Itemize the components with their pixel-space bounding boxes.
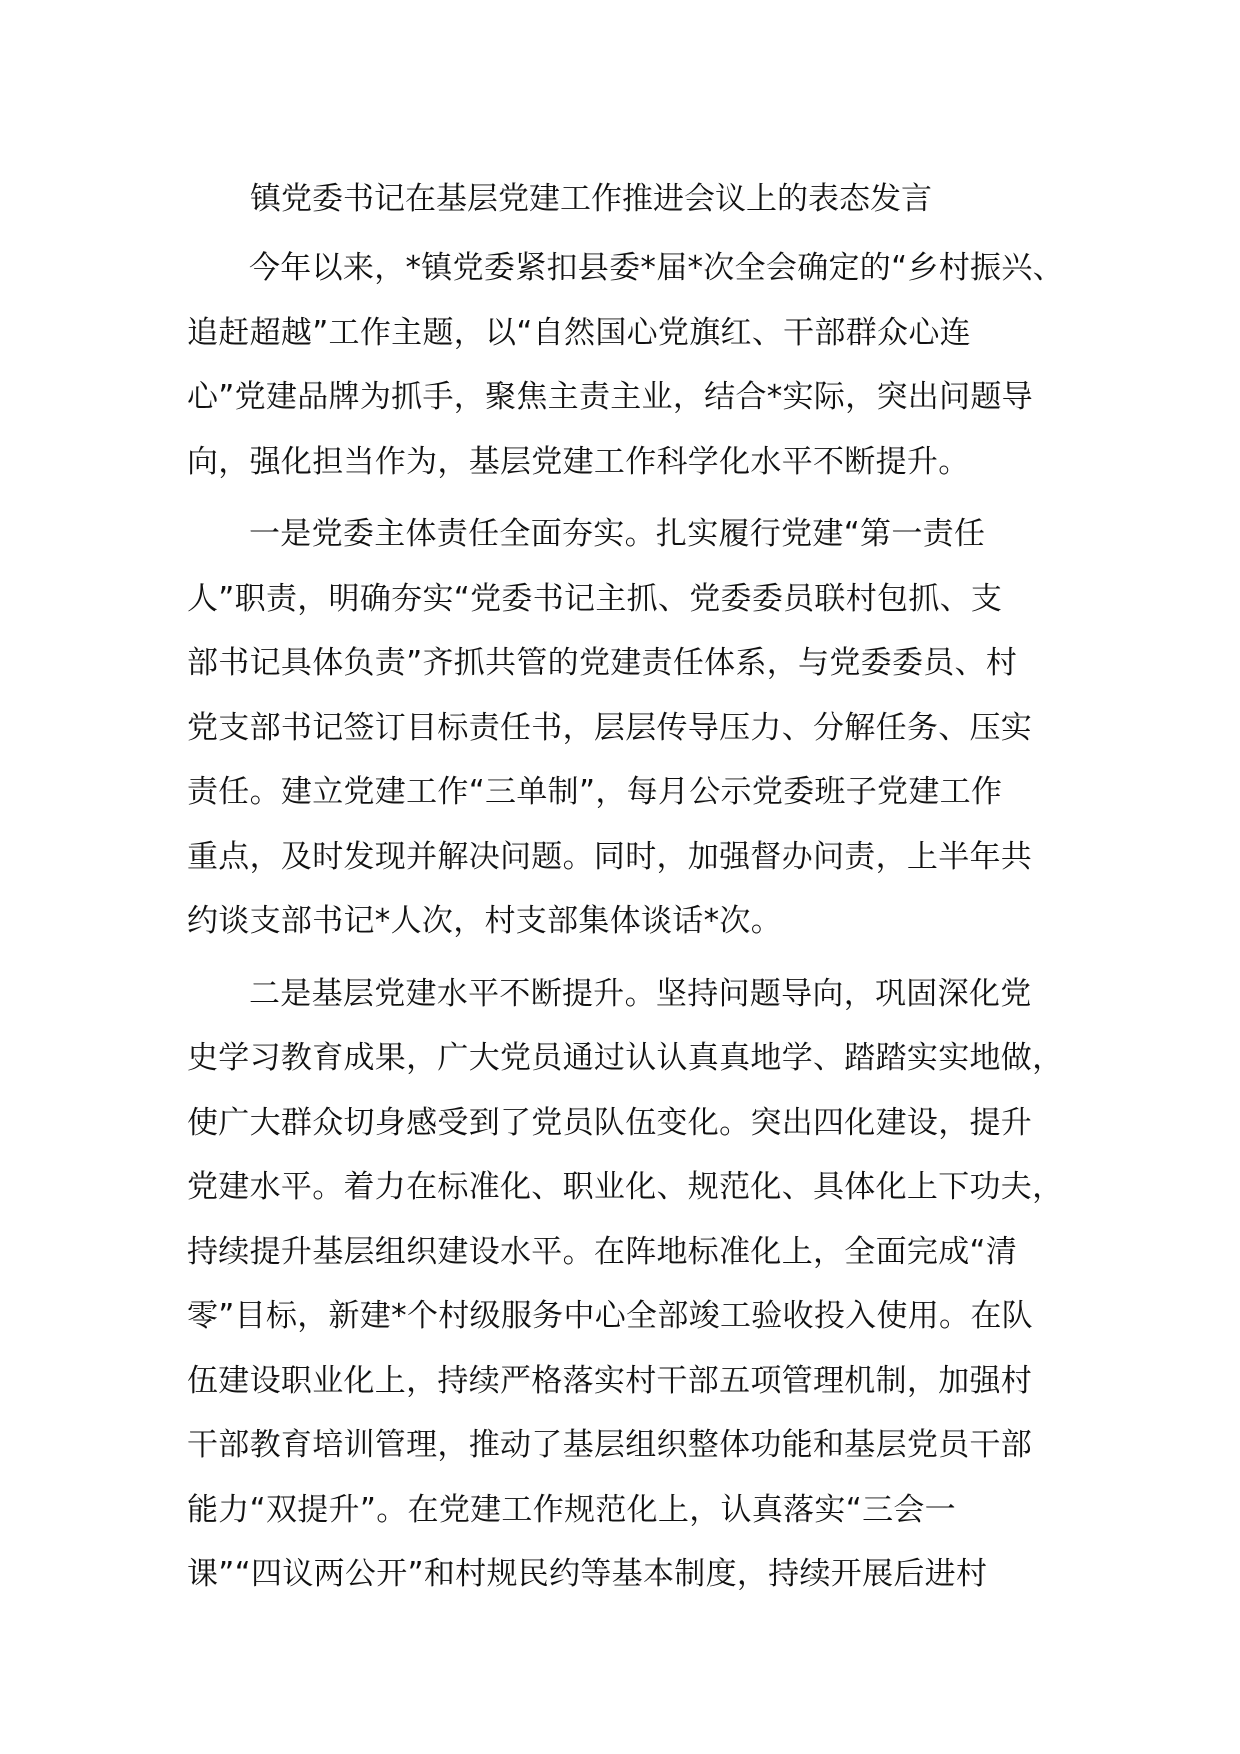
text-line: 党建水平。着力在标准化、职业化、规范化、具体化上下功夫， [187,1169,1064,1205]
text-line: 部书记具体负责”齐抓共管的党建责任体系，与党委委员、村 [187,645,1018,681]
text-line: 课”“四议两公开”和村规民约等基本制度，持续开展后进村 [187,1556,988,1592]
text-line: 人”职责，明确夯实“党委书记主抓、党委委员联村包抓、支 [187,580,1003,617]
text-line: 今年以来，*镇党委紧扣县委*届*次全会确定的“乡村振兴、 [249,250,1064,286]
document-body [187,236,1077,1615]
paragraph-intro [187,236,1077,494]
text-line: 能力“双提升”。在党建工作规范化上，认真落实“三会一 [187,1491,956,1528]
text-line: 伍建设职业化上，持续严格落实村干部五项管理机制，加强村 [187,1362,1033,1399]
text-line: 零”目标，新建*个村级服务中心全部竣工验收投入使用。在队 [187,1298,1033,1334]
text-line: 责任。建立党建工作“三单制”，每月公示党委班子党建工作 [187,774,1003,810]
text-line: 干部教育培训管理，推动了基层组织整体功能和基层党员干部 [187,1427,1033,1463]
paragraph-responsibility [187,502,1077,954]
text-line: 一是党委主体责任全面夯实。扎实履行党建“第一责任 [249,516,986,552]
text-line: 使广大群众切身感受到了党员队伍变化。突出四化建设，提升 [187,1104,1033,1141]
text-line: 二是基层党建水平不断提升。坚持问题导向，巩固深化党 [249,975,1032,1012]
text-line: 党支部书记签订目标责任书，层层传导压力、分解任务、压实 [187,709,1033,746]
paragraph-party-building [187,962,1077,1607]
text-line: 史学习教育成果，广大党员通过认认真真地学、踏踏实实地做， [187,1040,1064,1076]
text-line: 约谈支部书记*人次，村支部集体谈话*次。 [187,903,782,939]
text-line: 心”党建品牌为抓手，聚焦主责主业，结合*实际，突出问题导 [187,379,1033,415]
text-line: 持续提升基层组织建设水平。在阵地标准化上，全面完成“清 [187,1233,1018,1270]
text-line: 向，强化担当作为，基层党建工作科学化水平不断提升。 [187,443,970,480]
document-title: 镇党委书记在基层党建工作推进会议上的表态发言 [250,181,932,217]
text-line: 重点，及时发现并解决问题。同时，加强督办问责，上半年共 [187,838,1033,875]
text-line: 追赶超越”工作主题，以“自然国心党旗红、干部群众心连 [187,314,971,351]
